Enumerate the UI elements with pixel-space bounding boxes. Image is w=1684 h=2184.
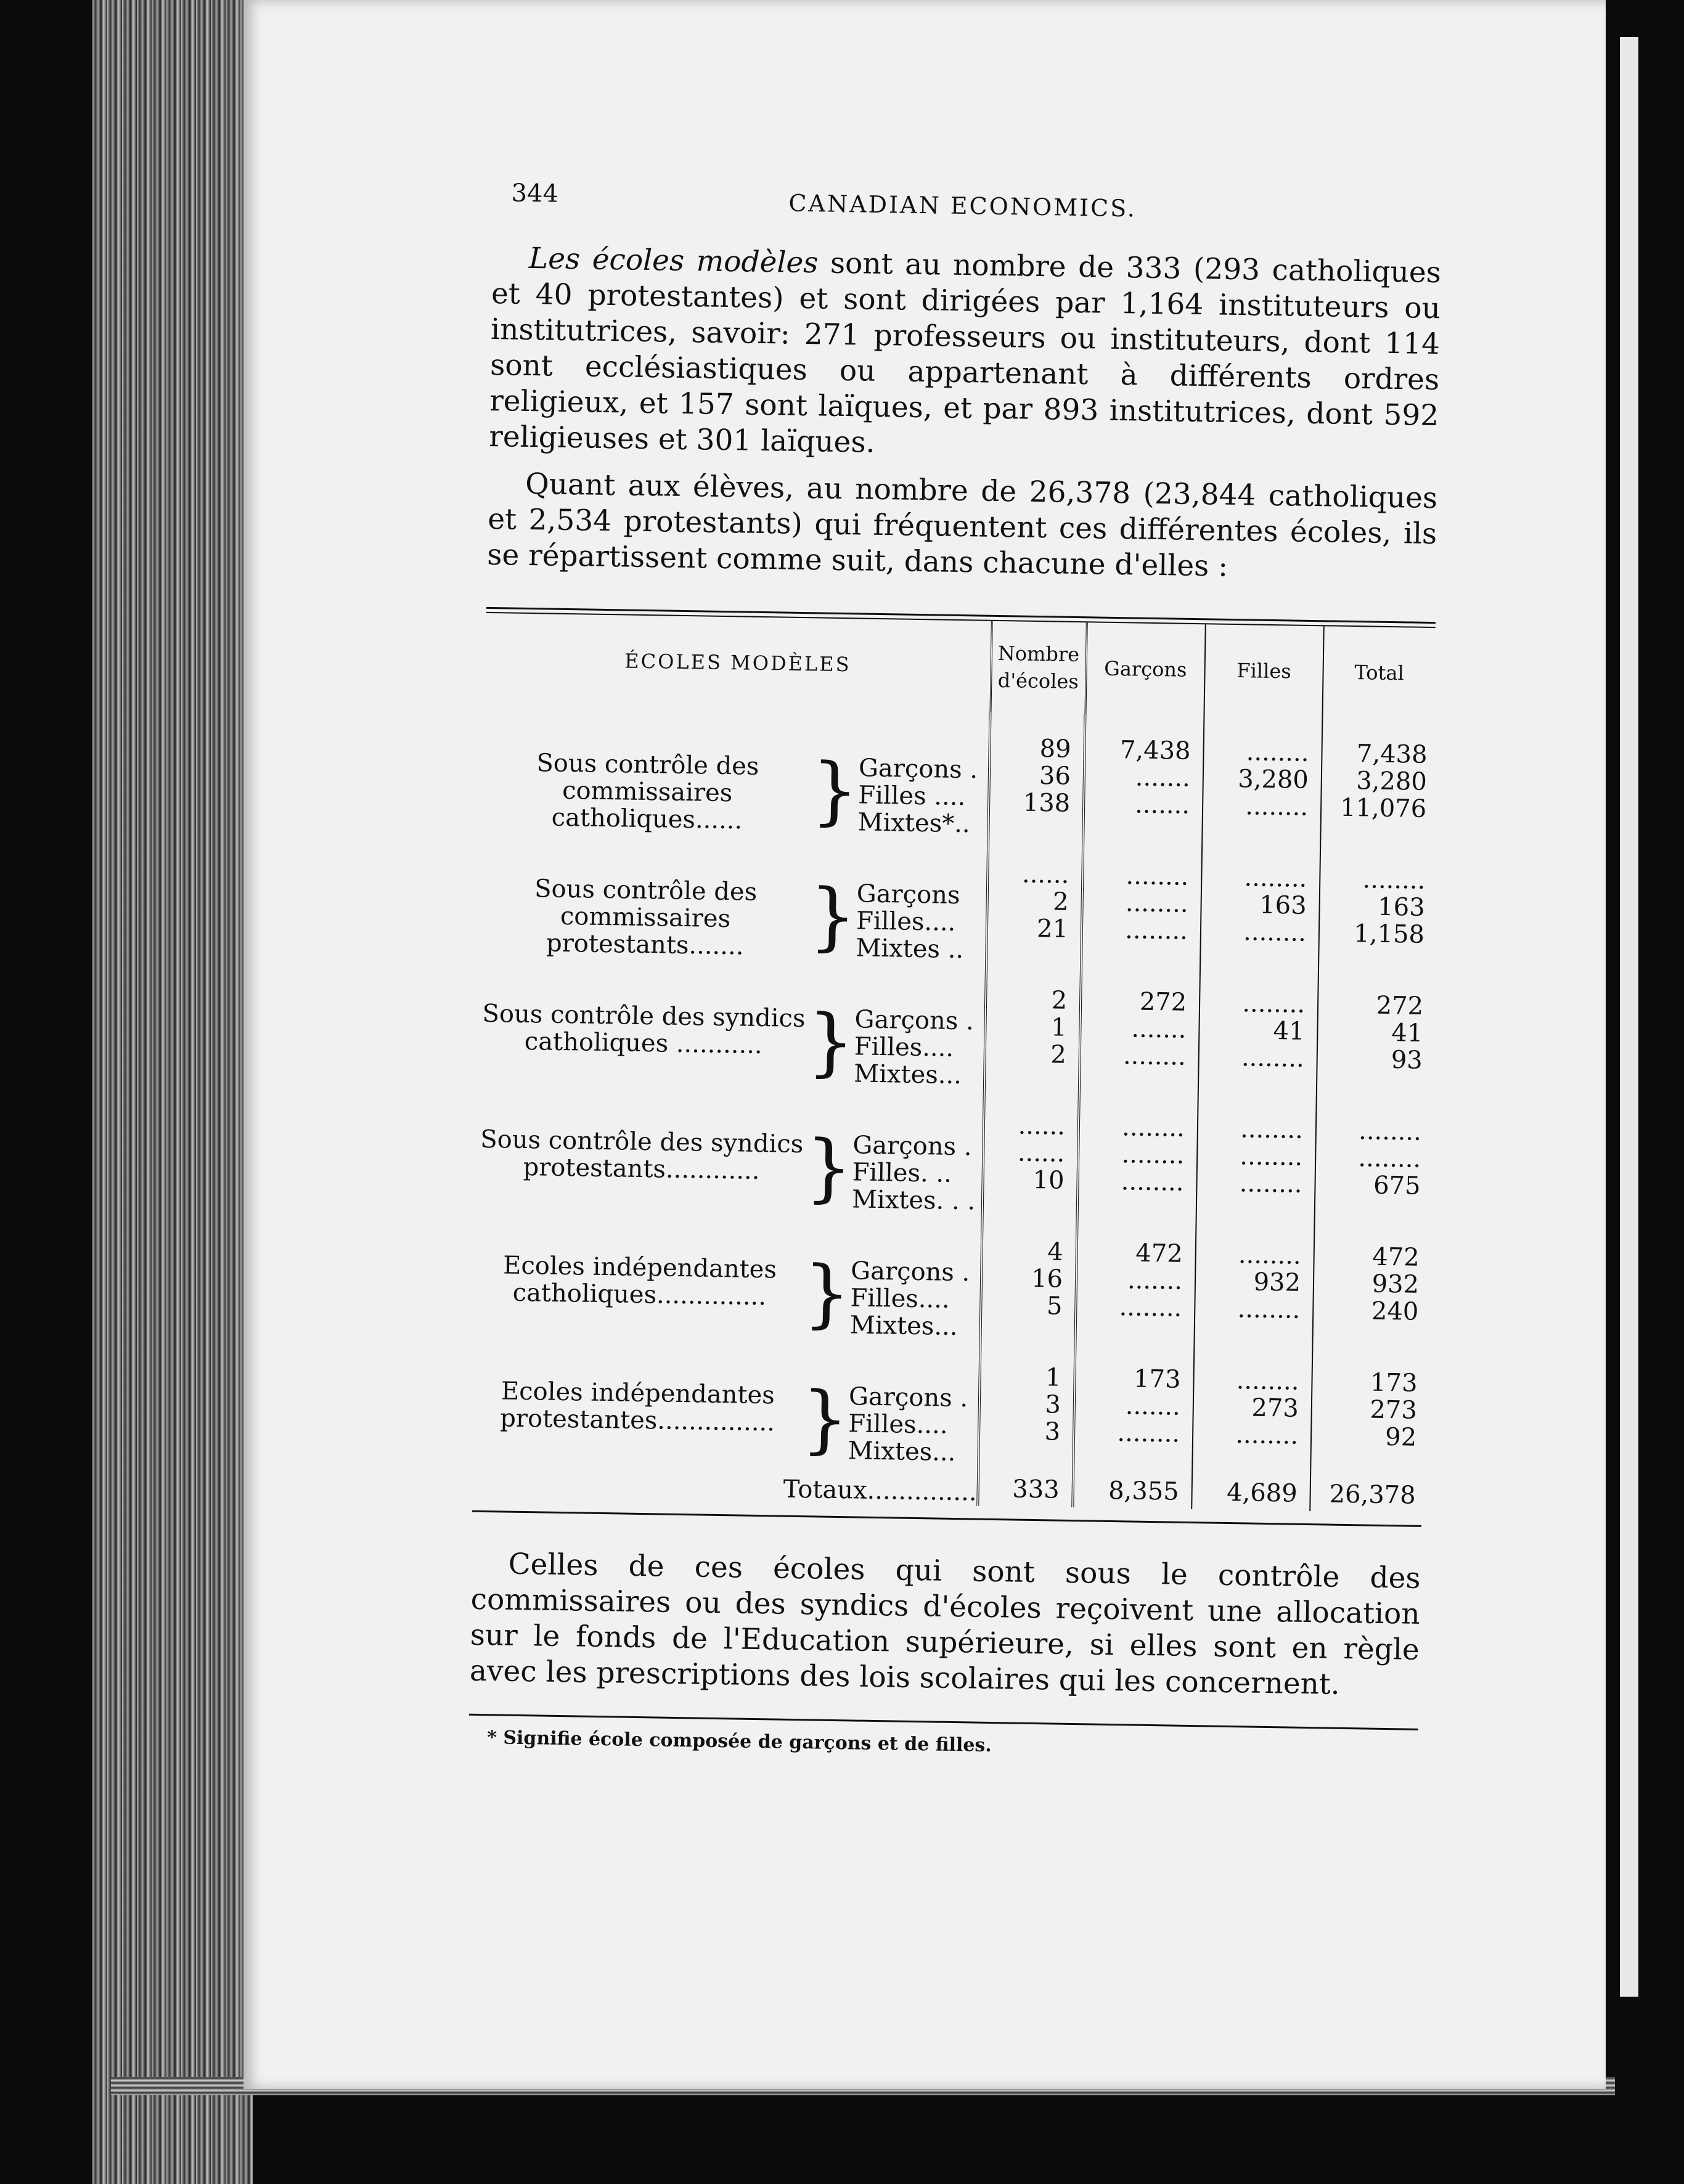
brace-glyph: }	[806, 999, 856, 1086]
group-label-cell	[477, 1082, 984, 1215]
cell-garcons-value: .......	[1125, 1391, 1181, 1421]
cell-total-value: ........	[1362, 865, 1426, 895]
table-group-row	[477, 1082, 1428, 1222]
brace-glyph: }	[811, 748, 859, 834]
table-group-row	[475, 1207, 1426, 1348]
cell-nombre	[984, 964, 1081, 1091]
cell-nombre-value: ......	[1018, 1111, 1066, 1141]
cell-garcons-value: .......	[1135, 763, 1191, 793]
totals-total: 26,378	[1310, 1472, 1422, 1513]
ecoles-modeles-table	[472, 613, 1435, 1513]
cell-garcons-value: ........	[1125, 889, 1189, 918]
header-filles: Filles	[1204, 624, 1323, 717]
header-nombre-ecoles: Nombre d'écoles	[991, 621, 1087, 714]
subcategory-list	[854, 984, 985, 1089]
footnote-rule	[469, 1714, 1418, 1730]
cell-total-value: 932	[1371, 1269, 1420, 1299]
table-header-row	[485, 613, 1436, 719]
subcategory-list	[857, 732, 989, 837]
cell-garcons-value: .......	[1134, 790, 1190, 820]
cell-nombre-value: 4	[1047, 1237, 1064, 1266]
cell-total	[1317, 969, 1430, 1096]
group-name: Ecoles indépendantes protestantes...............	[499, 1377, 775, 1437]
cell-nombre	[978, 1341, 1075, 1468]
cell-total-value: ........	[1358, 1117, 1422, 1146]
cell-nombre-value: ......	[1021, 860, 1069, 889]
cell-total-value: 11,076	[1339, 793, 1427, 823]
cell-filles-value: 41	[1273, 1017, 1305, 1046]
header-total: Total	[1322, 626, 1435, 719]
cell-nombre-value: 5	[1046, 1292, 1063, 1321]
cell-garcons	[1081, 839, 1202, 967]
cell-filles-value: ........	[1241, 1043, 1305, 1073]
group-name: Sous contrôle des commissaires catholiques......	[536, 749, 759, 835]
cell-total	[1310, 1346, 1424, 1473]
cell-nombre-value: ......	[1017, 1138, 1065, 1168]
cell-filles-value: ........	[1246, 738, 1309, 767]
cell-total-value: 675	[1373, 1171, 1421, 1200]
cell-garcons	[1073, 1342, 1194, 1470]
subcategory-label: Mixtes. . .	[851, 1185, 976, 1216]
group-label-cell	[479, 956, 986, 1090]
subcategory-label: Garçons .	[852, 1131, 972, 1162]
group-name: Sous contrôle des commissaires protestants.......	[534, 874, 758, 961]
footnote: * Signifie école composée de garçons et de filles.	[486, 1727, 992, 1757]
subcategory-label: Filles ....	[857, 781, 966, 812]
cell-nombre-value: 1	[1045, 1363, 1061, 1392]
cell-nombre-value: 10	[1032, 1165, 1065, 1195]
cell-total	[1315, 1094, 1428, 1222]
cell-filles-value: ........	[1240, 1142, 1303, 1171]
paragraph-allocation: Celles de ces écoles qui sont sous le contrôle des commissaires ou des syndics d'écoles reçoivent une allocation sur le fonds de l'Education supérieure, si elles sont en règle avec les prescriptions des lois scolaires qui les concernent.	[469, 1547, 1421, 1701]
group-name: Ecoles indépendantes catholiques..............	[502, 1251, 777, 1311]
cell-filles-value: ........	[1237, 1295, 1301, 1324]
table-group-row	[473, 1333, 1424, 1473]
cell-garcons-value: .......	[1127, 1266, 1183, 1295]
cell-nombre-value: 36	[1039, 762, 1071, 791]
group-name: Sous contrôle des syndics catholiques ...........	[482, 999, 806, 1060]
cell-filles	[1198, 967, 1318, 1094]
header-garcons: Garçons	[1085, 622, 1205, 715]
cell-garcons	[1083, 714, 1204, 841]
cell-nombre-value: 2	[1050, 1040, 1067, 1069]
cell-total-value: 1,158	[1354, 919, 1425, 949]
cell-filles-value: 273	[1251, 1393, 1299, 1423]
group-label-cell	[473, 1333, 980, 1467]
cell-garcons-value: ........	[1121, 1140, 1185, 1170]
cell-total	[1318, 843, 1432, 971]
subcategory-label: Filles....	[848, 1409, 948, 1440]
cell-total-value: 163	[1377, 892, 1425, 922]
cell-filles-value: 932	[1253, 1268, 1301, 1297]
cell-nombre-value: 2	[1051, 986, 1068, 1015]
cell-garcons-value: ........	[1124, 916, 1188, 945]
subcategory-label: Filles....	[856, 907, 956, 937]
cell-garcons-value: ........	[1121, 1167, 1184, 1197]
cell-total-value: 41	[1391, 1019, 1423, 1048]
cell-nombre-value: 2	[1052, 887, 1069, 916]
brace-glyph: }	[800, 1376, 849, 1463]
cell-total	[1312, 1220, 1426, 1348]
cell-garcons-value: 173	[1133, 1364, 1181, 1394]
cell-total-value: ........	[1358, 1144, 1421, 1173]
cell-filles-value: ........	[1236, 1366, 1299, 1396]
cell-filles-value: ........	[1238, 1241, 1302, 1270]
subcategory-label: Mixtes...	[849, 1311, 958, 1342]
subcategory-label: Mixtes...	[853, 1059, 962, 1090]
cell-total-value: 7,438	[1356, 740, 1428, 769]
cell-garcons-value: ........	[1122, 1041, 1187, 1071]
page-number: 344	[511, 179, 559, 208]
subcategory-label: Garçons .	[854, 1005, 975, 1036]
cell-garcons	[1077, 1091, 1198, 1218]
cell-total-value: 92	[1384, 1422, 1417, 1452]
totals-garcons: 8,355	[1073, 1468, 1192, 1509]
subcategory-list	[856, 858, 987, 963]
cell-total-value: 173	[1370, 1368, 1418, 1398]
cell-garcons-value: 7,438	[1119, 736, 1191, 765]
totals-nombre: 333	[978, 1467, 1073, 1507]
cell-garcons-value: .......	[1131, 1014, 1187, 1044]
cell-nombre-value: 1	[1050, 1013, 1067, 1042]
cell-garcons-value: 272	[1139, 987, 1187, 1017]
totals-label: Totaux..............	[783, 1475, 977, 1507]
cell-filles-value: ........	[1239, 1169, 1302, 1199]
cell-garcons-value: 472	[1135, 1239, 1183, 1268]
cell-nombre-value: 16	[1031, 1264, 1063, 1294]
cell-nombre-value: 3	[1045, 1390, 1061, 1419]
subcategory-label: Garçons .	[858, 754, 978, 784]
cell-nombre-value: 3	[1044, 1417, 1061, 1446]
cell-garcons-value: ........	[1121, 1113, 1185, 1143]
cell-nombre-value: 89	[1039, 735, 1071, 764]
totals-filles: 4,689	[1191, 1470, 1310, 1511]
cell-total-value: 272	[1376, 991, 1424, 1021]
cell-filles-value: ........	[1240, 1115, 1304, 1144]
table-group-row	[479, 956, 1430, 1096]
subcategory-label: Filles. ..	[852, 1158, 952, 1188]
cell-filles	[1196, 1093, 1317, 1220]
cell-filles-value: ........	[1235, 1420, 1299, 1450]
subcategory-label: Mixtes ..	[856, 934, 964, 964]
brace-glyph: }	[803, 1250, 851, 1337]
group-label-cell	[483, 704, 990, 838]
cell-total-value: 472	[1371, 1242, 1420, 1272]
cell-filles	[1202, 715, 1322, 843]
cell-nombre	[980, 1215, 1077, 1342]
cell-garcons	[1075, 1216, 1196, 1344]
facing-page-strip	[1620, 37, 1638, 1997]
book-page-edges	[92, 0, 253, 2184]
statistics-table	[472, 607, 1436, 1527]
cell-nombre-value: 21	[1036, 915, 1069, 943]
table-group-row	[483, 704, 1434, 845]
cell-filles-value: ........	[1245, 792, 1309, 821]
cell-filles-value: 163	[1259, 890, 1307, 920]
cell-nombre	[988, 712, 1085, 839]
cell-filles	[1192, 1344, 1312, 1472]
subcategory-label: Garçons .	[850, 1257, 970, 1287]
table-bottom-rule	[472, 1510, 1421, 1527]
cell-garcons-value: ........	[1117, 1419, 1180, 1448]
cell-filles-value: 3,280	[1237, 765, 1309, 794]
cell-total	[1320, 717, 1434, 845]
cell-nombre	[986, 838, 1083, 965]
subcategory-label: Mixtes*..	[857, 808, 971, 839]
paragraph-eleves: Quant aux élèves, au nombre de 26,378 (23,844 catholiques et 2,534 protestants) qui fréquentent ces différentes écoles, ils se répartissent comme suit, dans chacune d'elles :	[486, 467, 1438, 584]
group-label-cell	[475, 1207, 983, 1341]
cell-nombre-value: 138	[1023, 788, 1071, 818]
cell-filles-value: ........	[1243, 918, 1307, 947]
paragraph-ecoles-modeles	[489, 240, 1441, 470]
cell-garcons-value: ........	[1119, 1293, 1182, 1322]
cell-garcons	[1079, 965, 1200, 1093]
subcategory-label: Filles....	[854, 1032, 954, 1062]
group-label-cell	[481, 830, 988, 964]
subcategory-label: Garçons .	[848, 1382, 968, 1413]
cell-total-value: 3,280	[1355, 767, 1428, 796]
running-title: CANADIAN ECONOMICS.	[788, 189, 1137, 222]
header-ecoles-modeles: ÉCOLES MODÈLES	[624, 649, 851, 677]
group-name: Sous contrôle des syndics protestants............	[480, 1125, 804, 1185]
brace-glyph: }	[804, 1125, 853, 1212]
cell-garcons-value: ........	[1126, 862, 1189, 891]
cell-filles	[1194, 1218, 1314, 1346]
cell-filles	[1200, 841, 1320, 969]
subcategory-list	[850, 1235, 981, 1340]
cell-filles-value: ........	[1242, 989, 1306, 1019]
brace-glyph: }	[808, 873, 857, 960]
subcategory-label: Mixtes...	[848, 1436, 956, 1467]
cell-total-value: 240	[1371, 1297, 1419, 1326]
cell-total-value: 93	[1391, 1046, 1423, 1075]
cell-total-value: 273	[1370, 1395, 1418, 1425]
subcategory-label: Filles....	[850, 1284, 950, 1314]
page-content	[468, 179, 1442, 1763]
paragraph-body: sont au nombre de 333 (293 catholiques et 40 protestantes) et sont dirigées par 1,164 instituteurs ou institutrices, savoir: 271 professeurs ou instituteurs, dont 114 sont ecclésiastiques ou appartenant à différents ordres religieux, et 157 sont laïques, et par 893 institutrices, dont 592 religieuses et 301 laïques.	[488, 246, 1442, 460]
table-group-row	[481, 830, 1432, 971]
subcategory-list	[848, 1361, 979, 1466]
cell-nombre	[983, 1090, 1079, 1216]
subcategory-list	[852, 1109, 983, 1215]
paragraph-lead-italic: Les écoles modèles	[528, 241, 819, 280]
cell-filles-value: ........	[1244, 863, 1307, 893]
subcategory-label: Garçons	[856, 879, 960, 910]
